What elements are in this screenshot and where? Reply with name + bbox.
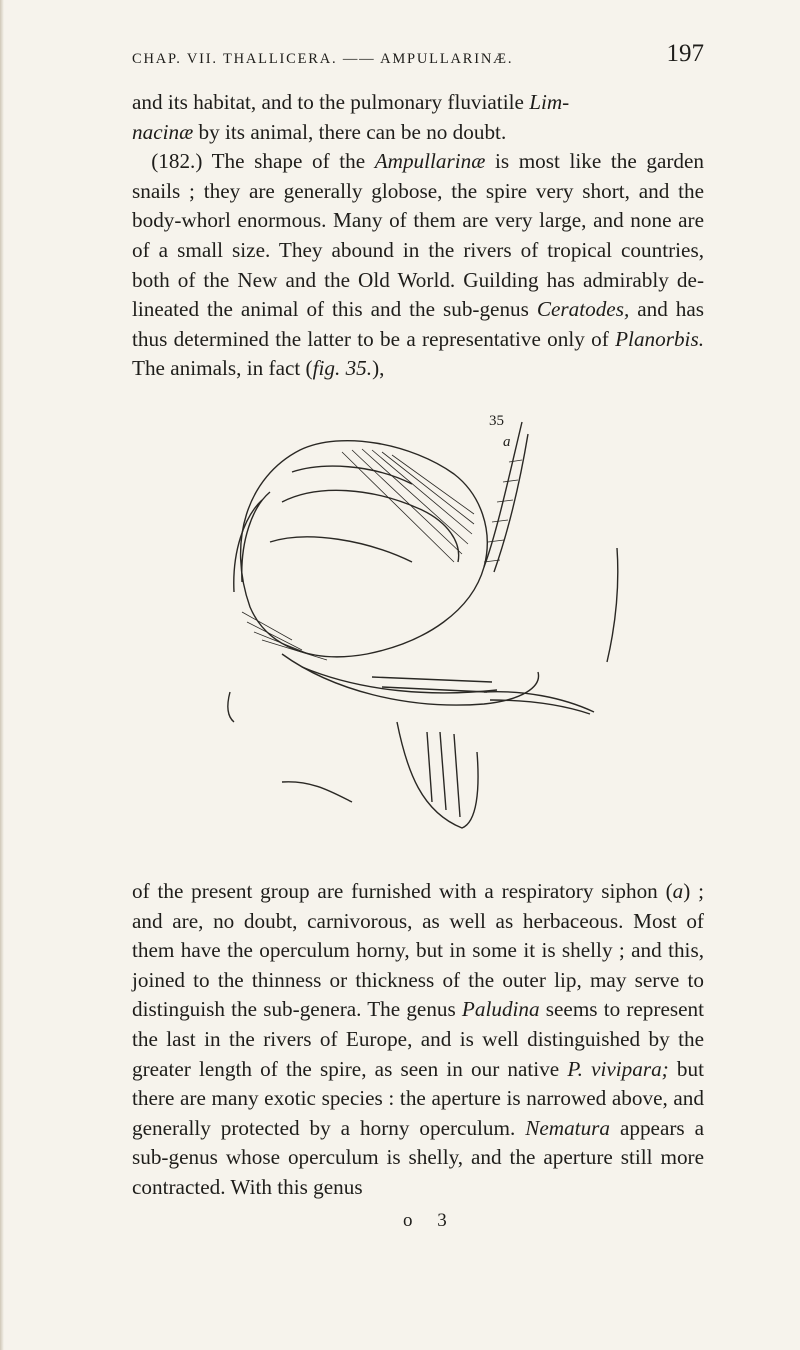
signature-mark: o 3 — [403, 1210, 457, 1231]
snail-illustration — [222, 392, 642, 832]
animal-foot — [282, 654, 539, 705]
paragraph-top: and its habitat, and to the pulmonary fluviatile Lim- nacinæ by its animal, there can be no doubt. (182.) The shape of the Ampullarinæ is most like the garden snails ; they are generally globose, the spire very short, and the body-whorl enormous. Many of them are very large, and none are of a small size. They abound in the rivers of tropical countries, both of the New and the Old World. Guilding has admirably delineated the animal of this and the sub-genus Ceratodes, and has thus determined the latter to be a representative only of Planorbis. The animals, in fact (fig. 35.), — [132, 90, 705, 381]
text-block-top — [132, 88, 704, 384]
page-edge-shadow — [0, 0, 4, 1350]
tentacle — [484, 692, 594, 714]
figure-label-a: a — [503, 434, 511, 450]
text-block-bottom — [132, 877, 704, 1203]
paragraph-bottom: of the present group are furnished with a respiratory siphon (a) ; and are, no doubt, carnivorous, as well as herbaceous. Most of them have the operculum horny, but in some it is shelly ; and this, joined to the thinness or thickness of the outer lip, may serve to distinguish the sub-genera. The genus Paludina seems to represent the last in the rivers of Europe, and is well distinguished by the greater length of the spire, as seen in our native P. vivipara; but there are many exotic species : the aperture is narrowed above, and generally protected by a horny operculum. Nematura appears a sub-genus whose operculum is shelly, and the aperture still more contracted. With this genus — [132, 879, 705, 1199]
figure-35-snail-engraving — [222, 392, 642, 832]
shell-lip — [234, 492, 270, 592]
figure-number: 35 — [489, 413, 504, 429]
running-header — [132, 40, 704, 68]
page-number: 197 — [666, 40, 704, 67]
shell-hatching — [242, 449, 474, 660]
operculum — [397, 722, 478, 828]
running-title: CHAP. VII. THALLICERA. —— AMPULLARINÆ. — [132, 51, 514, 67]
